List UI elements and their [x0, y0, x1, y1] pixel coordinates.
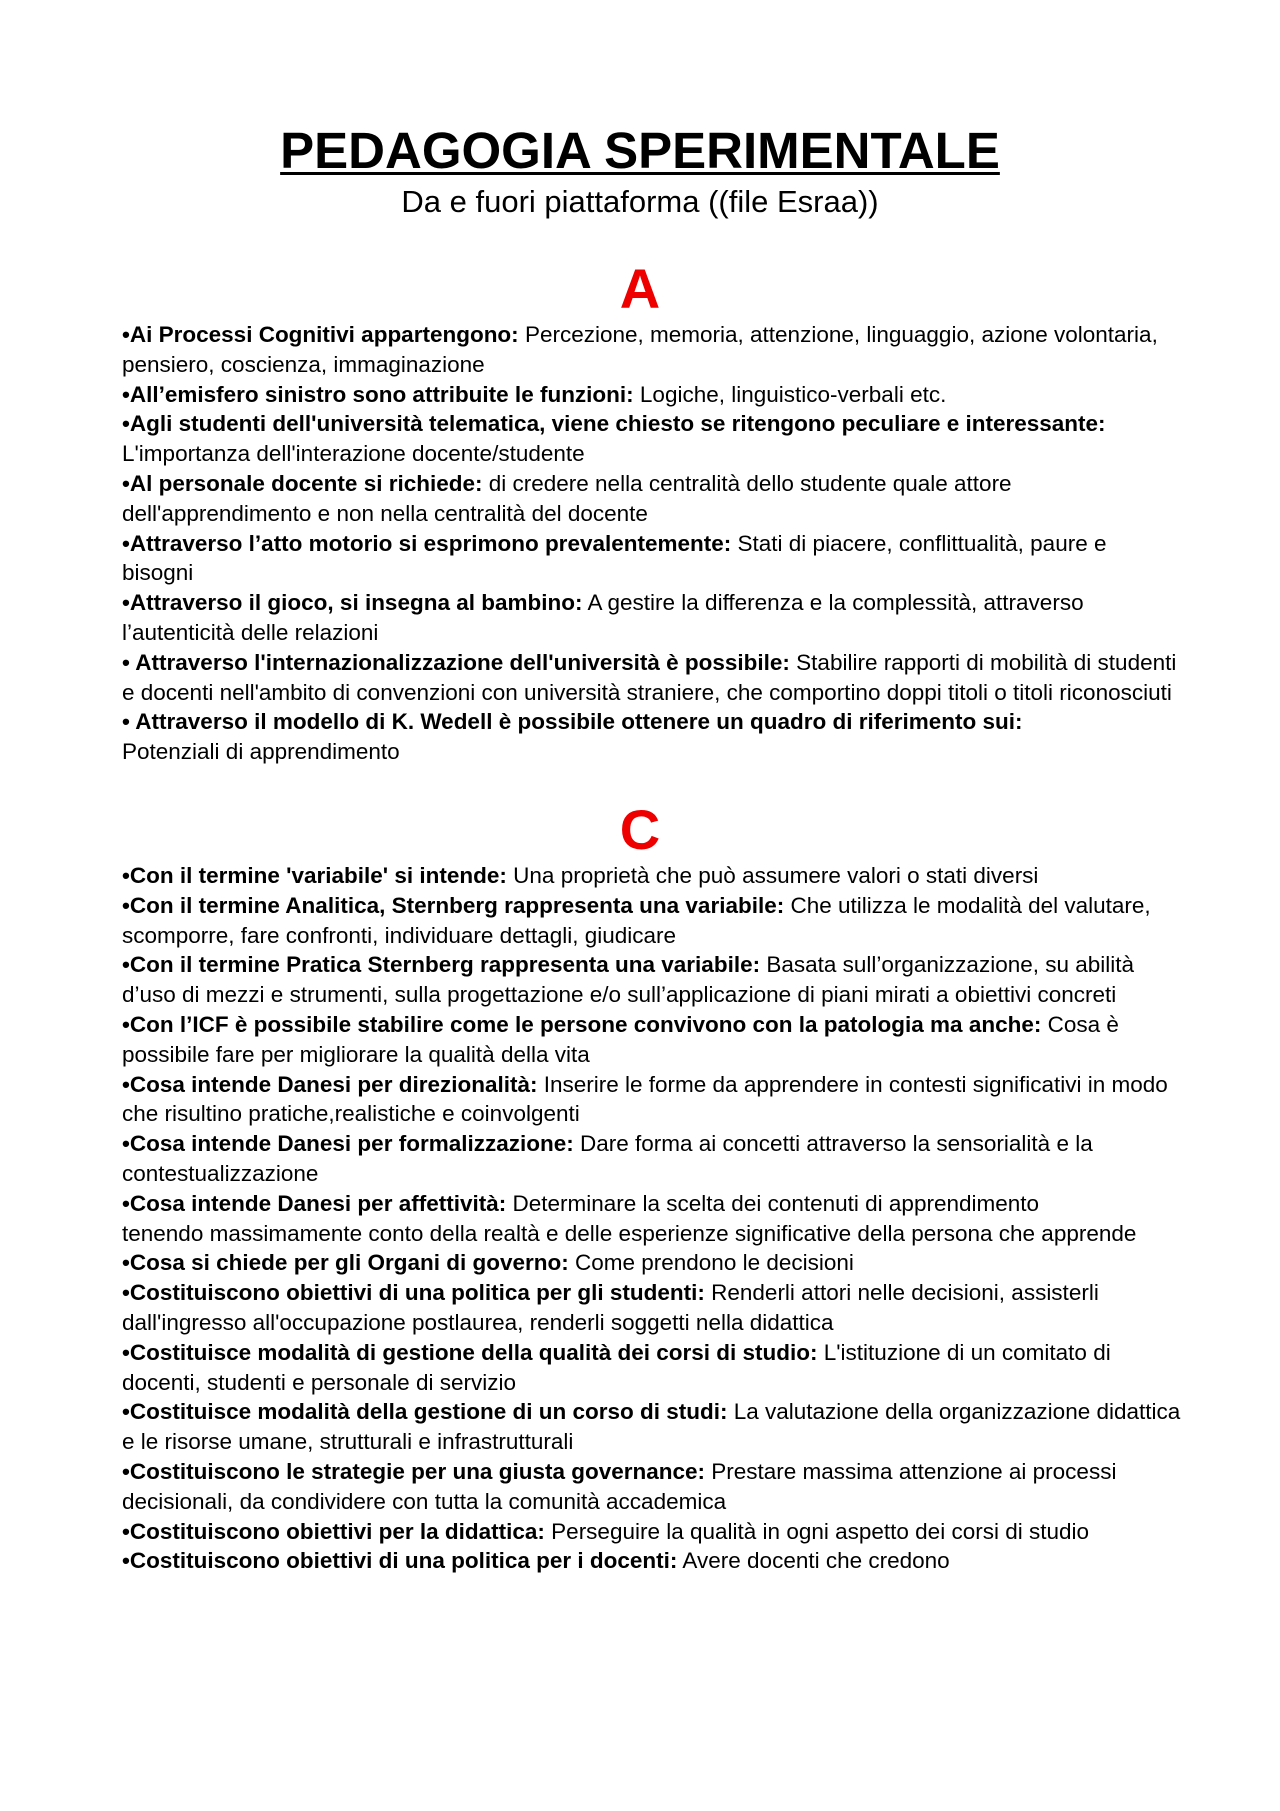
entry	[122, 1397, 1182, 1457]
entry	[122, 950, 1182, 1010]
section-a	[122, 258, 1182, 767]
entry	[122, 861, 1182, 891]
entry-answer: Cosa è possibile fare per migliorare la qualità della vita	[122, 1011, 1119, 1067]
entry-question: •Con l’ICF è possibile stabilire come le persone convivono con la patologia ma anche:	[122, 1011, 1042, 1037]
entry	[122, 648, 1182, 708]
document-title: PEDAGOGIA SPERIMENTALE	[280, 122, 1000, 179]
entry	[122, 1517, 1182, 1577]
entry	[122, 1070, 1182, 1130]
entry-answer: A gestire la differenza e la complessità, attraverso l’autenticità delle relazioni	[122, 590, 1084, 645]
entry-answer: Renderli attori nelle decisioni, assisterli dall'ingresso all'occupazione postlaurea, renderli soggetti nella didattica	[122, 1280, 1099, 1335]
entry-question: •Cosa intende Danesi per direzionalità:	[122, 1071, 538, 1097]
entry	[122, 469, 1182, 529]
entry-answer-continued: tenendo massimamente conto della realtà e delle esperienze significative della persona che apprende	[122, 1220, 1137, 1246]
entry-question: •Attraverso il gioco, si insegna al bambino:	[122, 590, 583, 616]
entry-question: • Attraverso l'internazionalizzazione dell'università è possibile:	[122, 649, 790, 675]
entry-answer: Dare forma ai concetti attraverso la sensorialità e la contestualizzazione	[122, 1131, 1093, 1186]
entry-question: •Con il termine Pratica Sternberg rappresenta una variabile:	[122, 952, 761, 978]
entry-question: •Costituisce modalità di gestione della qualità dei corsi di studio:	[122, 1339, 818, 1365]
entry-answer: Perseguire la qualità in ogni aspetto dei corsi di studio	[544, 1518, 1089, 1544]
entry-answer: di credere nella centralità dello studente quale attore dell'apprendimento e non nella centralità del docente	[122, 470, 1012, 526]
entry-question: •Costituiscono obiettivi di una politica per gli studenti:	[122, 1280, 705, 1306]
entry-answer: Stati di piacere, conflittualità, paure e bisogni	[122, 530, 1107, 586]
entry-question: •Costituiscono obiettivi per la didattica:	[122, 1518, 545, 1544]
entry-list-a	[122, 320, 1182, 767]
entry-question: •All’emisfero sinistro sono attribuite le funzioni:	[122, 381, 634, 407]
section-c	[122, 799, 1182, 1576]
entry	[122, 409, 1182, 469]
entry-question: •Agli studenti dell'università telematica, viene chiesto se ritengono peculiare e interessante:	[122, 411, 1106, 437]
entry-answer: Stabilire rapporti di mobilità di studenti e docenti nell'ambito di convenzioni con università straniere, che comportino doppi titoli o titoli riconosciuti	[122, 649, 1177, 705]
entry-question: •Ai Processi Cognitivi appartengono:	[122, 322, 519, 347]
entry-question: •Al personale docente si richiede:	[122, 470, 483, 496]
entry-answer: Determinare la scelta dei contenuti di apprendimento	[506, 1190, 1040, 1216]
entry	[122, 1189, 1182, 1278]
entry	[122, 1338, 1182, 1398]
entry	[122, 1278, 1182, 1338]
section-letter-a: A	[619, 257, 661, 320]
entry-answer: L'importanza dell'interazione docente/studente	[122, 441, 585, 467]
entry-question: •Cosa intende Danesi per affettività:	[122, 1190, 507, 1216]
entry-answer: Percezione, memoria, attenzione, linguaggio, azione volontaria, pensiero, coscienza, immaginazione	[122, 322, 1158, 377]
entry-answer: Logiche, linguistico-verbali etc.	[633, 381, 947, 407]
entry-question: •Costituiscono le strategie per una giusta governance:	[122, 1458, 706, 1484]
entry-answer: Una proprietà che può assumere valori o stati diversi	[506, 863, 1039, 888]
entry-answer: Basata sull’organizzazione, su abilità d’uso di mezzi e strumenti, sulla progettazione e/o sull’applicazione di piani mirati a obiettivi concreti	[122, 952, 1135, 1008]
document-subtitle: Da e fuori piattaforma ((file Esraa))	[401, 184, 879, 219]
entry-question: •Attraverso l’atto motorio si esprimono prevalentemente:	[122, 530, 732, 556]
entry-question: •Cosa si chiede per gli Organi di governo:	[122, 1250, 569, 1276]
entry-answer: Potenziali di apprendimento	[122, 739, 400, 765]
entry-list-c	[122, 861, 1182, 1576]
entry	[122, 707, 1182, 767]
entry-answer: Inserire le forme da apprendere in contesti significativi in modo che risultino pratiche,realistiche e coinvolgenti	[122, 1071, 1168, 1127]
entry	[122, 588, 1182, 648]
entry	[122, 380, 1182, 410]
entry-question: •Cosa intende Danesi per formalizzazione:	[122, 1131, 574, 1157]
entry-answer: Che utilizza le modalità del valutare, scomporre, fare confronti, individuare dettagli, giudicare	[122, 892, 1151, 948]
entry-question: •Costituisce modalità della gestione di un corso di studi:	[122, 1399, 728, 1425]
entry-question: •Con il termine Analitica, Sternberg rappresenta una variabile:	[122, 892, 785, 918]
entry-question: •Con il termine 'variabile' si intende:	[122, 863, 507, 888]
entry-answer: L'istituzione di un comitato di docenti, studenti e personale di servizio	[122, 1339, 1111, 1395]
entry-answer: Avere docenti che credono	[677, 1548, 950, 1574]
entry	[122, 1457, 1182, 1517]
entry	[122, 891, 1182, 951]
entry	[122, 529, 1182, 589]
entry-question: •Costituiscono obiettivi di una politica per i docenti:	[122, 1548, 678, 1574]
section-letter-c: C	[619, 798, 661, 861]
entry-answer: La valutazione della organizzazione didattica e le risorse umane, strutturali e infrastrutturali	[122, 1399, 1181, 1455]
entry	[122, 1129, 1182, 1189]
entry	[122, 1010, 1182, 1070]
entry-answer: Prestare massima attenzione ai processi decisionali, da condividere con tutta la comunità accademica	[122, 1458, 1117, 1514]
entry	[122, 320, 1182, 380]
entry-answer: Come prendono le decisioni	[568, 1250, 854, 1276]
entry-question: • Attraverso il modello di K. Wedell è possibile ottenere un quadro di riferimento sui:	[122, 709, 1023, 735]
